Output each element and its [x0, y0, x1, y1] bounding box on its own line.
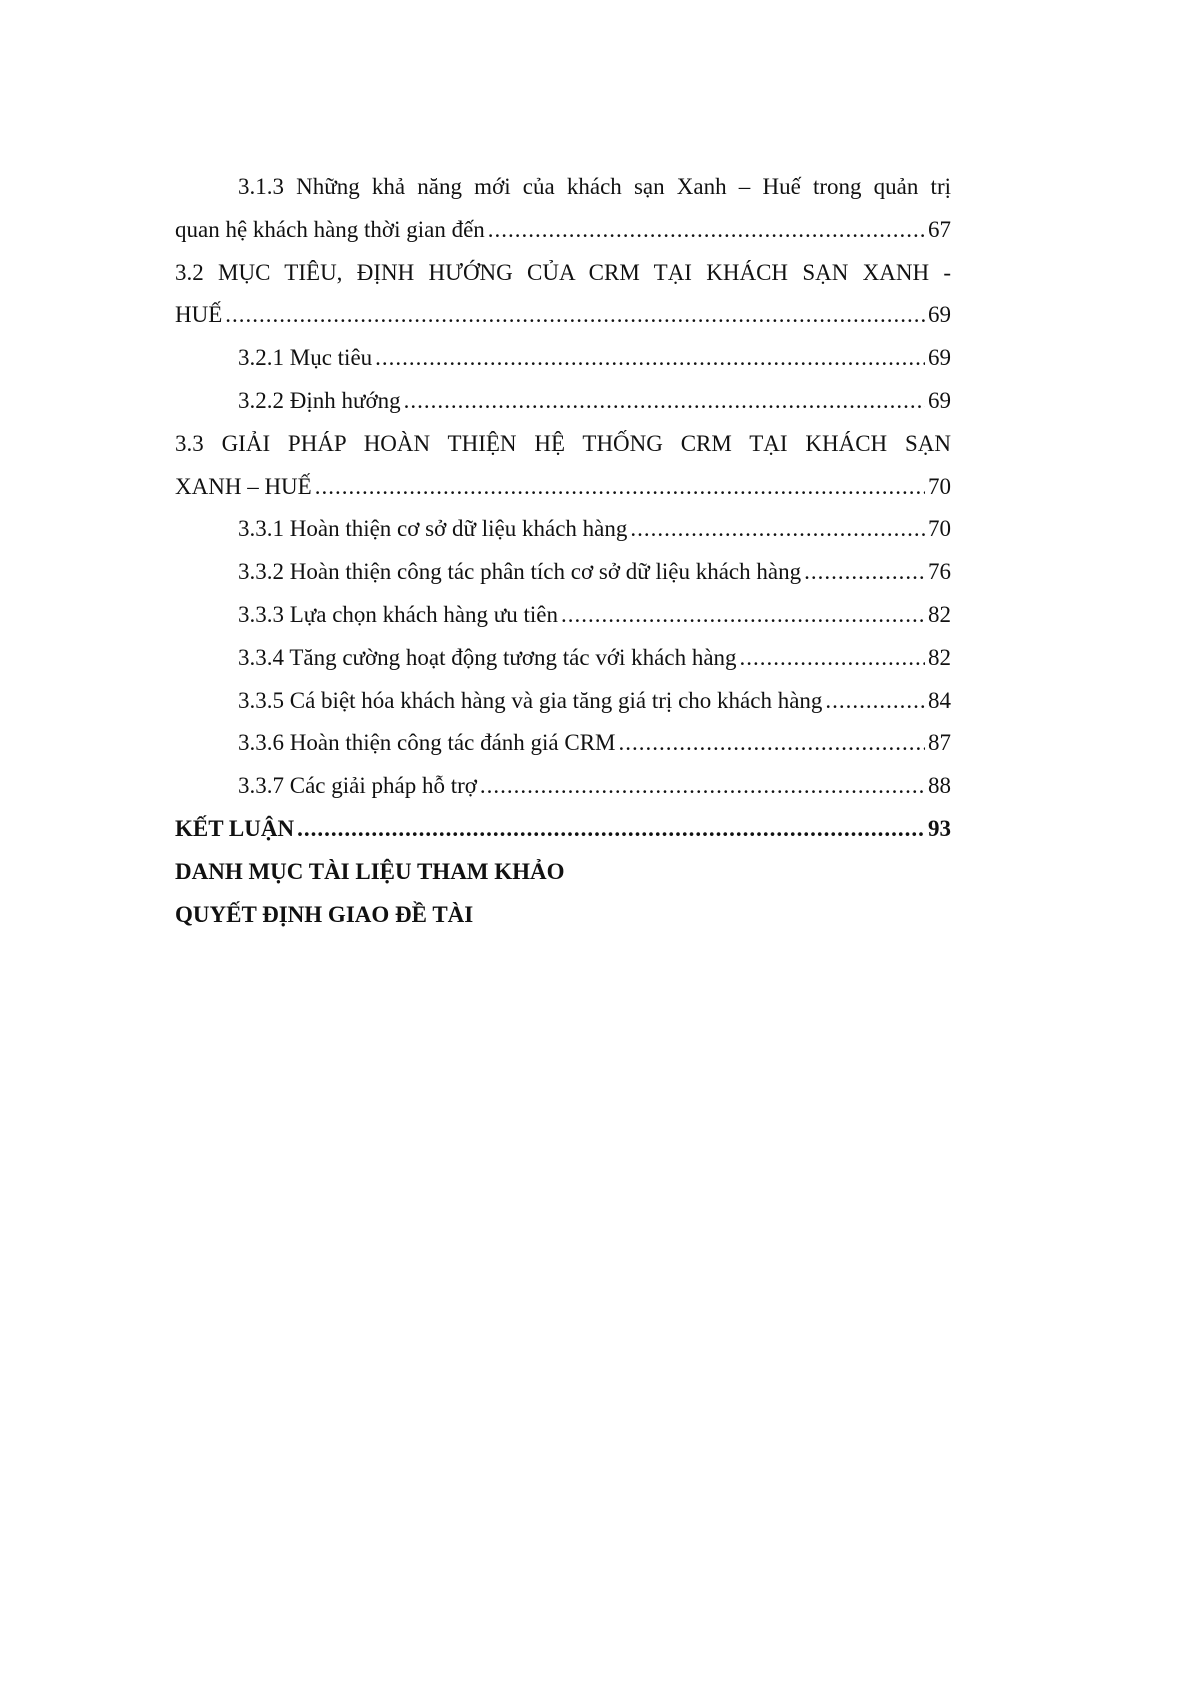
toc-entry-text: 3.3 GIẢI PHÁP HOÀN THIỆN HỆ THỐNG CRM TẠI KHÁCH SẠN — [175, 430, 951, 456]
toc-entry-text: quan hệ khách hàng thời gian đến — [175, 216, 485, 242]
toc-page-number: 67 — [928, 216, 951, 242]
toc-entry-3-2-line2[interactable] — [175, 294, 951, 337]
toc-page-number: 69 — [928, 387, 951, 413]
toc-page-number: 69 — [928, 302, 951, 328]
toc-page-number: 82 — [928, 644, 951, 670]
toc-entry-text: 3.2.2 Định hướng — [238, 387, 401, 413]
toc-entry-assignment-decision[interactable] — [175, 894, 951, 937]
toc-entry-references[interactable] — [175, 851, 951, 894]
toc-page-number: 87 — [928, 730, 951, 756]
toc-entry-text: 3.2 MỤC TIÊU, ĐỊNH HƯỚNG CỦA CRM TẠI KHÁCH SẠN XANH - — [175, 259, 951, 285]
toc-entry-text: 3.3.6 Hoàn thiện công tác đánh giá CRM — [238, 730, 616, 756]
toc-entry-3-3-2[interactable] — [175, 551, 951, 594]
toc-entry-text: 3.3.4 Tăng cường hoạt động tương tác với khách hàng — [238, 644, 737, 670]
dot-leader — [375, 337, 925, 380]
toc-entry-text: 3.1.3 Những khả năng mới của khách sạn Xanh – Huế trong quản trị — [238, 174, 951, 199]
toc-entry-text: 3.3.5 Cá biệt hóa khách hàng và gia tăng giá trị cho khách hàng — [238, 687, 823, 713]
toc-entry-3-1-3-line1[interactable] — [175, 166, 951, 209]
dot-leader — [315, 466, 925, 509]
toc-entry-3-3-3[interactable] — [175, 594, 951, 637]
table-of-contents — [175, 166, 951, 936]
toc-entry-3-2-1[interactable] — [175, 337, 951, 380]
toc-entry-3-3-line1[interactable] — [175, 423, 951, 466]
dot-leader — [297, 808, 925, 851]
toc-entry-3-3-7[interactable] — [175, 765, 951, 808]
toc-entry-3-3-line2[interactable] — [175, 466, 951, 509]
toc-entry-text: 3.3.3 Lựa chọn khách hàng ưu tiên — [238, 601, 559, 627]
toc-page-number: 93 — [928, 815, 951, 841]
toc-entry-text: DANH MỤC TÀI LIỆU THAM KHẢO — [175, 858, 565, 884]
dot-leader — [404, 380, 925, 423]
toc-entry-text: 3.3.7 Các giải pháp hỗ trợ — [238, 773, 477, 799]
toc-page-number: 82 — [928, 601, 951, 627]
dot-leader — [561, 594, 925, 637]
toc-entry-text: 3.3.2 Hoàn thiện công tác phân tích cơ sở dữ liệu khách hàng — [238, 559, 802, 585]
dot-leader — [825, 680, 925, 723]
toc-entry-3-3-6[interactable] — [175, 722, 951, 765]
toc-entry-3-2-2[interactable] — [175, 380, 951, 423]
toc-page-number: 88 — [928, 773, 951, 799]
toc-entry-text: KẾT LUẬN — [175, 815, 295, 841]
dot-leader — [630, 508, 925, 551]
toc-page-number: 76 — [928, 559, 951, 585]
dot-leader — [740, 637, 925, 680]
toc-entry-3-3-5[interactable] — [175, 680, 951, 723]
toc-entry-ket-luan[interactable] — [175, 808, 951, 851]
toc-page-number: 84 — [928, 687, 951, 713]
dot-leader — [480, 765, 925, 808]
toc-entry-3-2-line1[interactable] — [175, 252, 951, 295]
toc-page-number: 69 — [928, 345, 951, 371]
toc-entry-text: XANH – HUẾ — [175, 473, 312, 499]
dot-leader — [804, 551, 925, 594]
toc-entry-text: HUẾ — [175, 302, 223, 328]
toc-entry-text: 3.3.1 Hoàn thiện cơ sở dữ liệu khách hàng — [238, 516, 628, 542]
toc-page-number: 70 — [928, 473, 951, 499]
toc-page-number: 70 — [928, 516, 951, 542]
toc-entry-3-3-4[interactable] — [175, 637, 951, 680]
toc-entry-3-3-1[interactable] — [175, 508, 951, 551]
toc-entry-3-1-3-line2[interactable] — [175, 209, 951, 252]
dot-leader — [488, 209, 925, 252]
dot-leader — [225, 294, 925, 337]
dot-leader — [619, 722, 925, 765]
toc-entry-text: 3.2.1 Mục tiêu — [238, 345, 373, 371]
toc-entry-text: QUYẾT ĐỊNH GIAO ĐỀ TÀI — [175, 901, 474, 927]
